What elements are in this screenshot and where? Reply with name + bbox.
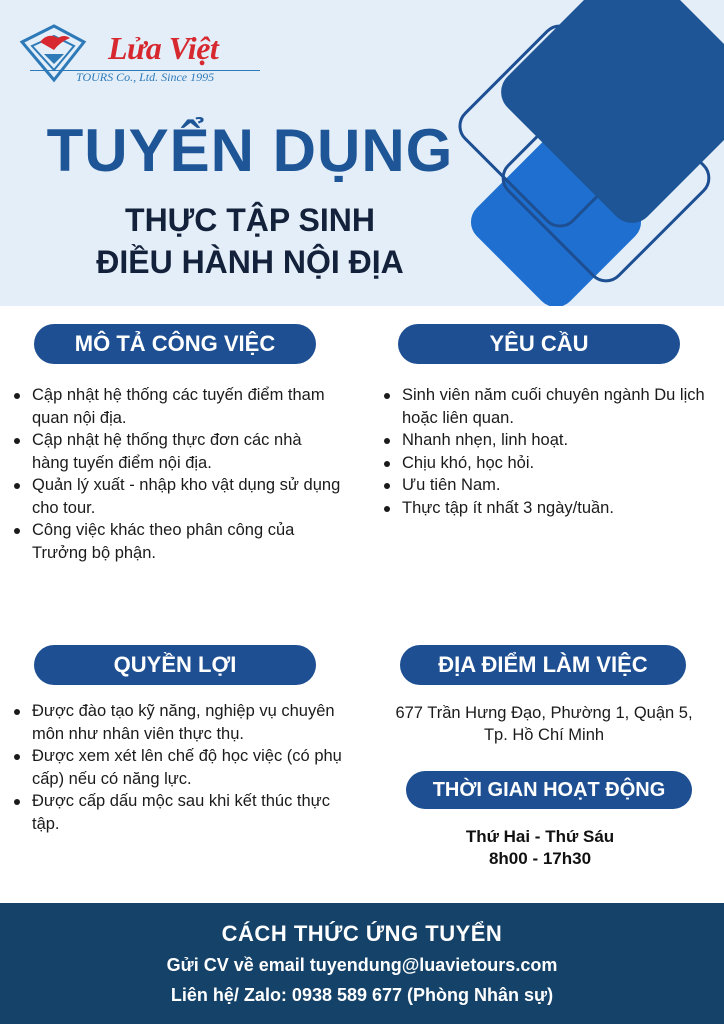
page-title: TUYỂN DỤNG <box>46 117 454 184</box>
section-heading-job-description: MÔ TẢ CÔNG VIỆC <box>34 324 316 364</box>
working-time: 8h00 - 17h30 <box>488 849 592 868</box>
requirements-list <box>384 384 710 519</box>
section-heading-location: ĐỊA ĐIỂM LÀM VIỆC <box>400 645 686 685</box>
list-item: Quản lý xuất - nhập kho vật dụng sử dụng cho tour. <box>14 474 342 519</box>
logo-name: Lửa Việt <box>108 30 219 66</box>
hero-banner <box>0 0 724 306</box>
section-heading-benefits: QUYỀN LỢI <box>34 645 316 685</box>
list-item: Cập nhật hệ thống các tuyến điểm tham quan nội địa. <box>14 384 342 429</box>
list-item: Sinh viên năm cuối chuyên ngành Du lịch hoặc liên quan. <box>384 384 710 429</box>
work-address <box>364 702 724 746</box>
application-footer <box>0 903 724 1024</box>
footer-title: CÁCH THỨC ỨNG TUYỂN <box>221 921 503 946</box>
working-hours <box>390 826 690 870</box>
logo-subtitle: TOURS Co., Ltd. Since 1995 <box>76 70 215 84</box>
position-title-line2: ĐIỀU HÀNH NỘI ĐỊA <box>96 244 404 280</box>
list-item: Được đào tạo kỹ năng, nghiệp vụ chuyên môn như nhân viên thực thụ. <box>14 700 344 745</box>
address-line2: Tp. Hồ Chí Minh <box>483 726 605 744</box>
benefits-list <box>14 700 344 835</box>
footer-email-line: Gửi CV về email tuyendung@luavietours.com <box>166 955 558 975</box>
list-item: Được cấp dấu mộc sau khi kết thúc thực tập. <box>14 790 344 835</box>
footer-contact-line: Liên hệ/ Zalo: 0938 589 677 (Phòng Nhân sự) <box>170 985 554 1005</box>
position-title-line1: THỰC TẬP SINH <box>125 202 375 238</box>
list-item: Công việc khác theo phân công của Trưởng bộ phận. <box>14 519 342 564</box>
job-description-list <box>14 384 342 564</box>
list-item: Cập nhật hệ thống thực đơn các nhà hàng tuyến điểm nội địa. <box>14 429 342 474</box>
company-logo <box>18 20 258 90</box>
working-days: Thứ Hai - Thứ Sáu <box>465 827 615 846</box>
list-item: Nhanh nhẹn, linh hoạt. <box>384 429 710 452</box>
list-item: Thực tập ít nhất 3 ngày/tuần. <box>384 497 710 520</box>
section-heading-requirements: YÊU CẦU <box>398 324 680 364</box>
section-heading-hours: THỜI GIAN HOẠT ĐỘNG <box>406 771 692 809</box>
list-item: Được xem xét lên chế độ học việc (có phụ cấp) nếu có năng lực. <box>14 745 344 790</box>
list-item: Chịu khó, học hỏi. <box>384 452 710 475</box>
list-item: Ưu tiên Nam. <box>384 474 710 497</box>
address-line1: 677 Trần Hưng Đạo, Phường 1, Quận 5, <box>395 704 693 722</box>
